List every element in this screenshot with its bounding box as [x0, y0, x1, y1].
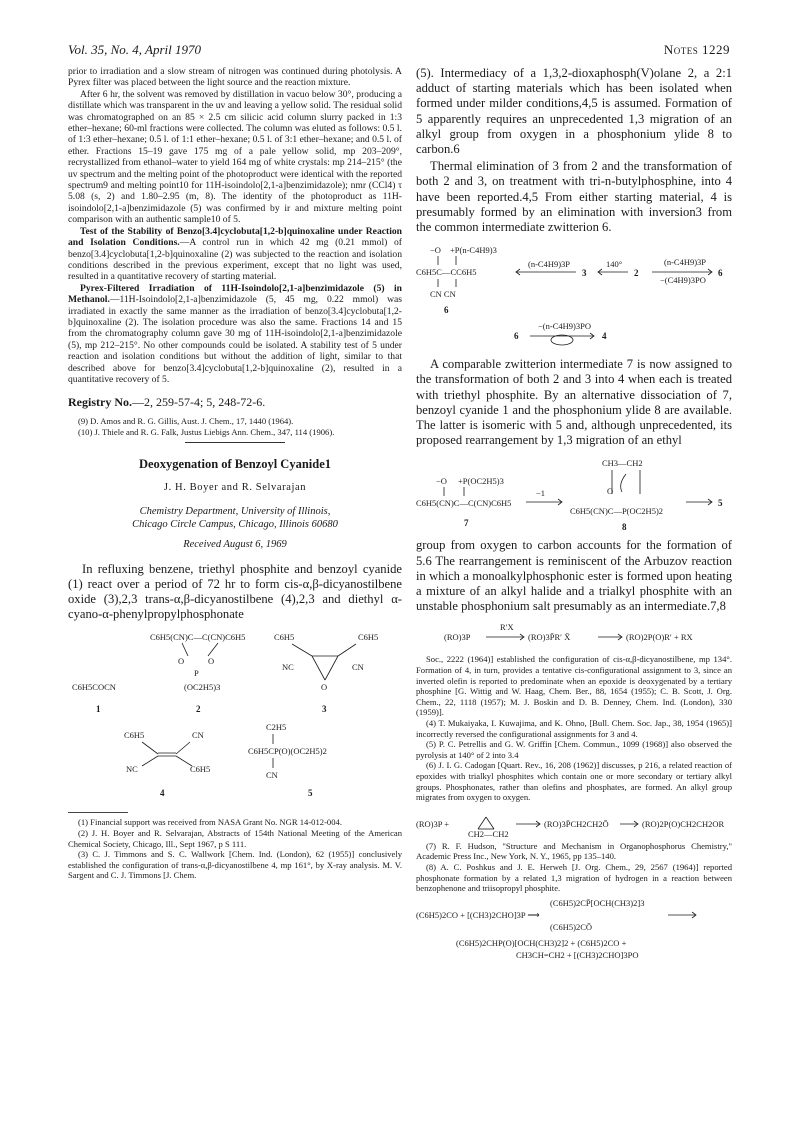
arbuzov-label: R′X — [500, 622, 514, 633]
arbuzov-equation — [416, 618, 732, 648]
right-paragraph-4: group from oxygen to carbon accounts for the formation of 5.6 The rearrangement is reminiscent of the Arbuzov reaction in which a monoalkylphosphonic ester is formed upon heating a mixture of an alkyl halide and a trialkyl phosphite with an unstable phosphonium salt presumably as an intermediate.7,8 — [416, 538, 732, 614]
epoxide-intermediate: (RO)3P̄CH2CH2Ō — [544, 818, 609, 829]
scheme1-number-3: 3 — [582, 268, 587, 279]
isopropyl-phosphite-equation — [416, 896, 732, 966]
intro-text: In refluxing benzene, triethyl phosphite and benzoyl cyanide (1) react over a period of 72 hr to form cis-α,β-dicyanostilbene oxide (3),2,3 trans-α,β-dicyanostilbene (4),2,3 and diethyl α-cyano-α-phenylpropylphosphonate — [68, 561, 402, 622]
compound-4-number: 4 — [160, 788, 165, 799]
experimental-section — [68, 66, 402, 385]
scheme1-bottom-arrow-label: −(n-C4H9)3PO — [538, 321, 591, 332]
compound-3-bond — [338, 644, 356, 656]
arbuzov-intermediate: (RO)3P̄R′ X̄ — [528, 632, 571, 643]
compound-2-sub: (OC2H5)3 — [184, 682, 221, 693]
scheme2-o-minus: −O — [436, 476, 447, 487]
compound-2-bond — [208, 643, 218, 656]
compound-4-cn2: NC — [126, 764, 138, 775]
journal-issue: Vol. 35, No. 4, April 1970 — [68, 42, 202, 57]
right-body-mid — [416, 357, 732, 448]
compound-5-cn: CN — [266, 770, 278, 781]
epoxide-ring: CH2—CH2 — [468, 828, 509, 839]
scheme1-main: C6H5C—CC6H5 — [416, 267, 477, 278]
epoxide-ring-bond — [486, 817, 494, 829]
footnote-5: (5) P. C. Petrellis and G. W. Griffin [Chem. Commun., 1099 (1968)] also observed the pyrolysis at 140° of 2 into 3.4 — [416, 739, 732, 760]
compound-2-o1: O — [178, 656, 185, 667]
compound-2-number: 2 — [196, 704, 201, 715]
left-footnotes — [68, 817, 402, 881]
compound-4-bond — [142, 742, 158, 754]
scheme1-arrow1-label: (n-C4H9)3P — [528, 259, 571, 270]
intro-paragraph — [68, 562, 402, 623]
exp-paragraph-1: prior to irradiation and a slow stream of nitrogen was continued during photolysis. A Pyrex filter was placed between the light source and the reaction mixture. — [68, 66, 402, 89]
right-body-top — [416, 66, 732, 235]
scheme2-arrow-label: −1 — [536, 488, 546, 499]
pyrex-text: —11H-Isoindolo[2,1-a]benzimidazole (5, 45 mg, 0.22 mmol) was irradiated in exactly the same manner as the irradiation of benzo[3.4]cyclobuta[1,2-b]quinoxaline (2). The isolation procedure was also the same. Fractions 14 and 15 from the chromatography column gave 30 mg of 11H-isoindolo[2,1-a]benzimidazole (5), mp 212–215°. No other compounds could be isolated. A stability test of 5 under reaction and isolation conditions but without the addition of light, similar to that described above for benzo[3.4]cyclobuta[1,2-b]quinoxaline (2), resulted in a quantitative recovery of 5. — [68, 294, 402, 385]
scheme2-main7: C6H5(CN)C—C(CN)C6H5 — [416, 498, 512, 509]
pyrex-paragraph — [68, 283, 402, 386]
right-paragraph-3: A comparable zwitterion intermediate 7 is now assigned to the transformation of both 2 and 3 into 4 when each is treated with triethyl phosphite. By an alternative dissociation of 7, benzoyl cyanide 1 and the phosphonium ylide 8 are available. The latter is isomeric with 5 and, although unprecedented, its proposed rearrangement by 1,3 migration of an ethyl — [416, 357, 732, 448]
compound-4-ph1: C6H5 — [124, 730, 145, 741]
compound-4-bond — [176, 742, 190, 754]
right-column — [416, 66, 732, 966]
scheme1-arrow3-bottom: −(C4H9)3PO — [660, 275, 706, 286]
article-divider — [185, 442, 285, 443]
received-date: Received August 6, 1969 — [183, 538, 287, 550]
scheme1-number-6: 6 — [444, 305, 449, 316]
scheme1-cycle-symbol — [551, 335, 573, 345]
section-page: Notes 1229 — [663, 42, 730, 57]
pyrex-heading: Pyrex-Filtered Irradiation of 11H-Isoindolo[2,1-a]benzimidazole (5) in Methanol. — [68, 282, 402, 306]
affiliation-line-2: Chicago Circle Campus, Chicago, Illinois 60680 — [132, 518, 338, 530]
registry-label: Registry No. — [68, 395, 132, 410]
compound-2-o2: O — [208, 656, 215, 667]
compound-1-formula: C6H5COCN — [72, 682, 116, 693]
scheme2-curved-arrow — [621, 474, 626, 492]
footnote-3-cont: Soc., 2222 (1964)] established the configuration of cis-α,β-dicyanostilbene, mp 134°. Formation of 4, in turn, provides a tentative cis-configurational assignment to 3, since an inverted olefin is reported to predominate when an epoxide is deoxygenated by a tertiary phosphine [G. Wittig and W. Haag, Chem. Ber., 88, 1654 (1955); C. B. Scott, J. Org. Chem., 22, 1118 (1957); M. J. Boskin and D. B. Denney, Chem. Ind. (London), 330 (1959)]. — [416, 654, 732, 718]
compound-3-ph1: C6H5 — [274, 632, 295, 643]
compound-4-bond — [142, 756, 158, 766]
compound-4-ph2: C6H5 — [190, 764, 211, 775]
final-eq-line-5: CH3CH=CH2 + [(CH3)2CHO]3PO — [516, 949, 639, 960]
compound-3-bond — [292, 644, 312, 656]
epoxide-ring-bond — [478, 817, 486, 829]
scheme2-number-8: 8 — [622, 522, 627, 533]
scheme2-number-7: 7 — [464, 518, 469, 529]
right-paragraph-1: (5). Intermediacy of a 1,3,2-dioxaphosph(V)olane 2, a 2:1 adduct of starting materials which has been isolated when formed under milder conditions,4,5 is assumed. Formation of 5 apparently requires an unprecedented 1,3 migration of an alkyl group from oxygen in a phosphonium ylide 8 to carbon.6 — [416, 66, 732, 157]
stability-paragraph — [68, 226, 402, 283]
right-body-low — [416, 538, 732, 614]
compound-3-o: O — [321, 682, 328, 693]
scheme1-arrow3-top: (n-C4H9)3P — [664, 257, 707, 268]
scheme-zwitterion-6 — [416, 239, 732, 351]
left-column — [68, 66, 402, 881]
stability-heading: Test of the Stability of Benzo[3.4]cyclobuta[1,2-b]quinoxaline under Reaction and Isolation Conditions. — [68, 225, 402, 249]
scheme1-arrow2-label: 140° — [606, 259, 623, 270]
previous-references — [68, 416, 402, 437]
footnote-8: (8) A. C. Poshkus and J. E. Herweh [J. Org. Chem., 29, 2567 (1964)] reported phosphonate formation by a related 1,3 migration of hydrogen in a reaction between benzophenone and triisopropyl phosphite. — [416, 861, 732, 894]
final-eq-line-1: (C6H5)2CP̄[OCH(CH3)2]3 — [550, 897, 645, 908]
compound-2-bond — [182, 643, 188, 656]
authors: J. H. Boyer and R. Selvarajan — [163, 481, 307, 493]
epoxide-product: (RO)2P(O)CH2CH2OR — [642, 818, 725, 829]
compound-3-cn1: NC — [282, 662, 294, 673]
scheme1-number-6b: 6 — [718, 268, 723, 279]
registry-line — [68, 395, 402, 410]
epoxide-reactant: (RO)3P + — [416, 818, 450, 829]
final-eq-line-4: (C6H5)2CHP(O)[OCH(CH3)2]2 + (C6H5)2CO + — [456, 937, 627, 948]
scheme1-bottom-start: 6 — [514, 331, 519, 342]
footnote-2: (2) J. H. Boyer and R. Selvarajan, Abstracts of 154th National Meeting of the American Chemical Society, Chicago, Ill., Sept 1967, p S 111. — [68, 827, 402, 849]
compound-3-bond — [312, 656, 325, 680]
footnote-divider — [68, 812, 128, 813]
right-paragraph-2: Thermal elimination of 3 from 2 and the transformation of both 2 and 3, on treatment with tri-n-butylphosphine, into 4 have been reported.4,5 From either starting material, 4 is presumably formed by an elimination with inversion3 from the common intermediate zwitterion 6. — [416, 159, 732, 235]
compound-5-ethyl: C2H5 — [266, 722, 287, 733]
registry-text: —2, 259-57-4; 5, 248-72-6. — [131, 395, 266, 410]
final-eq-line-3: (C6H5)2CŌ — [550, 921, 593, 932]
compound-3-bond — [325, 656, 338, 680]
compound-2-p: P — [194, 668, 199, 679]
compound-1-number: 1 — [96, 704, 101, 715]
structures-1-5 — [68, 626, 402, 806]
scheme2-p-plus: +P(OC2H5)3 — [458, 476, 504, 487]
compound-3-number: 3 — [322, 704, 327, 715]
footnote-7: (7) R. F. Hudson, "Structure and Mechanism in Organophosphorus Chemistry," Academic Press Inc., New York, N. Y., 1965, pp 135–140. — [416, 840, 732, 862]
scheme2-o: O — [607, 486, 614, 497]
right-footnotes — [416, 654, 732, 802]
compound-5-number: 5 — [308, 788, 313, 799]
scheme-zwitterion-7 — [416, 454, 732, 534]
scheme1-o-minus: −O — [430, 245, 441, 256]
stability-text: —A control run in which 42 mg (0.21 mmol) of benzo[3.4]cyclobuta[1,2-b]quinoxaline (2) was subjected to the reaction and isolation conditions described in the previous experiment, except that no light was used, resulted in a quantitative recovery of starting material. — [68, 237, 402, 283]
arbuzov-product: (RO)2P(O)R′ + RX — [626, 632, 693, 643]
ref-10: (10) J. Thiele and R. G. Falk, Justus Liebigs Ann. Chem., 347, 114 (1906). — [78, 426, 335, 437]
ref-9: (9) D. Amos and R. G. Gillis, Aust. J. Chem., 17, 1440 (1964). — [78, 416, 294, 427]
arbuzov-reactant: (RO)3P — [444, 632, 471, 643]
right-footnotes-2 — [416, 841, 732, 894]
footnote-4: (4) T. Mukaiyaka, I. Kuwajima, and K. Ohno, [Bull. Chem. Soc. Jap., 38, 1954 (1965)] incorrectly reversed the configurational assignments for 3 and 4. — [416, 718, 732, 739]
final-eq-line-2: (C6H5)2CO + [(CH3)2CHO]3P ⟶ — [416, 909, 540, 920]
scheme2-product: 5 — [718, 498, 723, 509]
compound-3-ph2: C6H5 — [358, 632, 379, 643]
compound-5-main: C6H5CP(O)(OC2H5)2 — [248, 746, 327, 757]
exp-paragraph-2: After 6 hr, the solvent was removed by distillation in vacuo below 30°, producing a distillate which was transparent in the uv and leaving a yellow solid. The residual solid was chromatographed on an 85 × 2.5 cm silicic acid column slurry packed in 1:3 ether–hexane; 60-ml fractions were collected. The column was eluted as follows: 0.5 l. of 1:3 ether–hexane; 0.5 l. of 1:1 ether–hexane; 0.5 l. of 3:1 ether–hexane; and 0.5 l. of ether. Fractions 15–19 gave 175 mg of a pale yellow solid, mp 203–209°, recrystallized from ethanol–water to yield 164 mg of white crystals: mp 214–215° (the uv spectrum and the melting point of the photoproduct were identical with the reported spectrum9 and melting point10 for 11H-isoindolo[2,1-a]benzimidazole); nmr (CCl4) τ 5.08 (s, 2) and 1.80–2.95 (m, 8). The identity of the photoproduct as 11H-isoindolo[2,1-a]benzimidazole (5) was confirmed by ir and mixture melting point comparison with an authentic sample10 of 5. — [68, 88, 402, 226]
scheme2-main8: C6H5(CN)C—P(OC2H5)2 — [570, 506, 664, 517]
affiliation — [68, 505, 402, 531]
compound-3-cn2: CN — [352, 662, 364, 673]
compound-2-top: C6H5(CN)C—C(CN)C6H5 — [150, 632, 246, 643]
affiliation-line-1: Chemistry Department, University of Illinois, — [139, 505, 331, 517]
scheme1-p-plus: +P(n-C4H9)3 — [450, 245, 497, 256]
article-title: Deoxygenation of Benzoyl Cyanide1 — [138, 456, 331, 471]
scheme2-ethyl: CH3—CH2 — [602, 458, 643, 469]
scheme1-cn-cn: CN CN — [430, 289, 456, 300]
scheme1-number-2: 2 — [634, 268, 639, 279]
scheme1-bottom-end: 4 — [602, 331, 607, 342]
footnote-3: (3) C. J. Timmons and S. C. Wallwork [Chem. Ind. (London), 62 (1955)] conclusively established the configuration of trans-α,β-dicyanostilbene 4, mp 161°, by X-ray analysis. M. V. Sargent and C. J. Timmons [J. Chem. — [68, 849, 402, 881]
epoxide-equation — [416, 805, 732, 839]
footnote-1: (1) Financial support was received from NASA Grant No. NGR 14-012-004. — [78, 817, 342, 828]
footnote-6: (6) J. I. G. Cadogan [Quart. Rev., 16, 208 (1962)] discusses, p 216, a related reaction of epoxides with trialkyl phosphites which contain one or more secondary or tertiary alkyl groups. Phosphonates, rather than olefins and phosphates, are formed. An alkyl group migrates from oxygen to oxygen. — [416, 760, 732, 803]
compound-4-cn1: CN — [192, 730, 204, 741]
